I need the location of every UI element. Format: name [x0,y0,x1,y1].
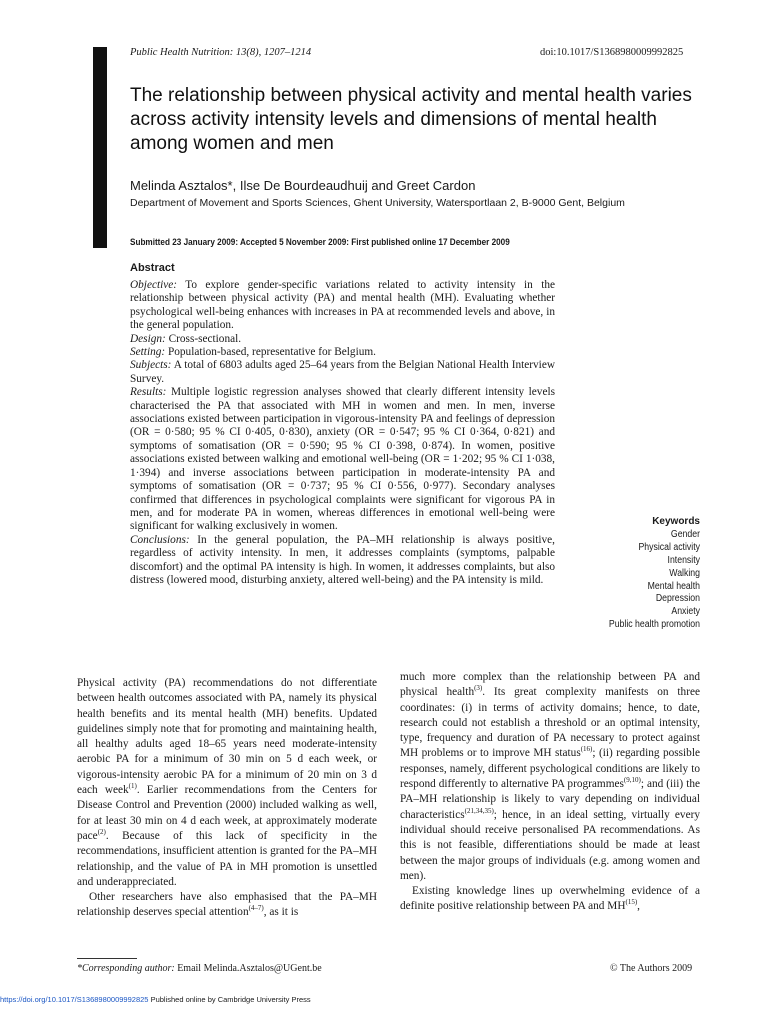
citation-ref[interactable]: (4–7) [248,904,264,913]
abstract-setting-label: Setting: [130,346,166,359]
body-text: ; hence, in an ideal setting, virtually every individual should receive personalised PA recommendations. As this is not feasible, differentiations should be made at least between the major groups of individuals (e.g. among women and men). [400,808,700,882]
keyword-item: Physical activity [638,541,700,553]
keyword-item: Anxiety [671,606,700,618]
body-text: . Because of this lack of specificity in the recommendations, insufficient attention is granted for the PA–MH relationship, and the value of PA in MH promotion is unsettled and underappreciated. [77,829,377,888]
body-text: much more complex than the relationship between PA and physical health [400,671,700,699]
citation-ref[interactable]: (15) [625,898,638,907]
abstract-design-label: Design: [130,332,166,345]
citation-ref[interactable]: (2) [97,828,106,837]
citation-ref[interactable]: (3) [474,684,483,693]
footnote-divider [77,958,137,959]
abstract-design-text: Cross-sectional. [168,332,242,345]
citation-ref[interactable]: (9,10) [623,776,641,785]
author-list: Melinda Asztalos*, Ilse De Bourdeaudhuij and Greet Cardon [130,178,476,193]
keyword-item: Mental health [647,580,700,592]
copyright-notice: © The Authors 2009 [610,963,693,974]
keywords-box [560,516,700,632]
body-text: , [637,900,640,913]
doi-label: doi:10.1017/S1368980009992825 [540,47,684,58]
article-title: The relationship between physical activity and mental health varies across activity intensity levels and dimensions of mental health among women and men [130,85,692,154]
body-text: . Earlier recommendations from the Centers for Disease Control and Prevention (2000) included walking as well, for at least 30 min on 4 d each week, at approximately moderate pace [77,784,377,842]
citation-ref[interactable]: (16) [580,745,593,754]
keyword-item: Intensity [667,554,700,566]
body-text: Existing knowledge lines up overwhelming evidence of a definite positive relationship between PA and MH [400,885,700,913]
abstract-objective [130,279,555,333]
abstract-setting [130,346,555,359]
doi-link[interactable]: https://doi.org/10.1017/S1368980009992825 [0,995,149,1004]
affiliation: Department of Movement and Sports Sciences, Ghent University, Watersportlaan 2, B-9000 Gent, Belgium [130,197,625,209]
abstract-conclusions-text: In the general population, the PA–MH relationship is always positive, regardless of activity intensity. In men, it addresses complaints (symptoms, palpable discomfort) and the optimal PA intensity is high. In women, it addresses complaints, but also distress (lowered mood, disturbing anxiety, altered well-being) and the PA intensity is mild. [130,533,556,586]
keyword-item: Depression [655,593,700,605]
abstract-body [130,279,555,587]
keyword-item: Gender [670,528,700,540]
abstract-objective-label: Objective: [130,279,178,291]
body-text: Other researchers have also emphasised that the PA–MH relationship deserves special attention [77,891,377,919]
body-paragraph [400,884,700,915]
body-column-left [77,676,377,921]
abstract-heading: Abstract [130,262,175,274]
abstract-conclusions [130,534,555,588]
abstract-results-label: Results: [130,386,167,399]
header-side-bar [93,47,107,248]
body-text: Physical activity (PA) recommendations do not differentiate between health outcomes associated with PA, namely its physical health benefits and its mental health (MH) benefits. Updated guidelines simply note that for promoting and maintaining health, all healthy adults aged 18–65 years need moderate-intensity aerobic PA for a minimum of 30 min on 5 d each week, or vigorous-intensity aerobic PA for a minimum of 20 min on 3 d each week [77,677,377,797]
abstract-subjects-text: A total of 6803 adults aged 25–64 years from the Belgian National Health Interview Survey. [130,359,555,385]
publisher-footer [0,995,311,1004]
corresponding-email[interactable]: Email Melinda.Asztalos@UGent.be [177,963,322,974]
keywords-heading: Keywords [652,516,700,527]
abstract-objective-text: To explore gender-specific variations related to activity intensity in the relationship between physical activity (PA) and mental health (MH). Evaluating whether psychological well-being enhances with increases in PA at recommended levels and above, in the general population. [130,279,555,332]
abstract-subjects-label: Subjects: [130,359,172,372]
abstract-conclusions-label: Conclusions: [130,533,190,546]
keyword-item: Public health promotion [608,619,700,631]
published-online-text: Published online by Cambridge University Press [150,995,311,1004]
keyword-item: Walking [669,567,700,579]
citation-ref[interactable]: (1) [128,782,137,791]
corresponding-label: *Corresponding author: [77,963,175,974]
body-column-right [400,670,700,915]
abstract-subjects [130,359,555,386]
corresponding-author-note [77,963,322,974]
body-text: , as it is [263,906,299,919]
citation-ref[interactable]: (21,34,35) [464,806,494,815]
body-paragraph [77,890,377,921]
submission-dates: Submitted 23 January 2009: Accepted 5 November 2009: First published online 17 December 2009 [130,237,510,248]
abstract-results-text: Multiple logistic regression analyses showed that clearly different intensity levels characterised the PA that associated with MH in women and men. In men, inverse associations existed between participation in vigorous-intensity PA and feelings of depression (OR = 0·580; 95 % CI 0·405, 0·830), anxiety (OR = 0·547; 95 % CI 0·364, 0·821) and symptoms of somatisation (OR = 0·590; 95 % CI 0·398, 0·874). In women, positive associations existed between walking and emotional well-being (OR = 1·202; 95 % CI 1·038, 1·394) and inverse associations between participation in moderate-intensity PA and symptoms of somatisation (OR = 0·737; 95 % CI 0·556, 0·977). Secondary analyses confirmed that differences in psychological complaints were significant for vigorous PA in men, and for moderate PA in women, whereas differences in emotional well-being were significant for walking exclusively in women. [130,386,555,533]
abstract-results [130,386,555,533]
body-text: ; and (iii) the PA–MH relationship is likely to vary depending on individual characteristics [400,778,700,821]
journal-citation: Public Health Nutrition: 13(8), 1207–1214 [130,47,312,58]
body-paragraph [77,676,377,890]
body-text: . Its great complexity manifests on three coordinates: (i) in terms of activity domains; hence, to date, research could not establish a threshold or an optimal intensity, type, frequency and duration of PA necessary to protect against MH problems or to improve MH status [400,686,700,760]
abstract-design [130,333,555,346]
body-paragraph [400,670,700,884]
abstract-setting-text: Population-based, representative for Belgium. [167,346,376,359]
body-text: ; (ii) regarding possible responses, namely, different psychological conditions are likely to respond differently to alternative PA programmes [400,747,700,791]
